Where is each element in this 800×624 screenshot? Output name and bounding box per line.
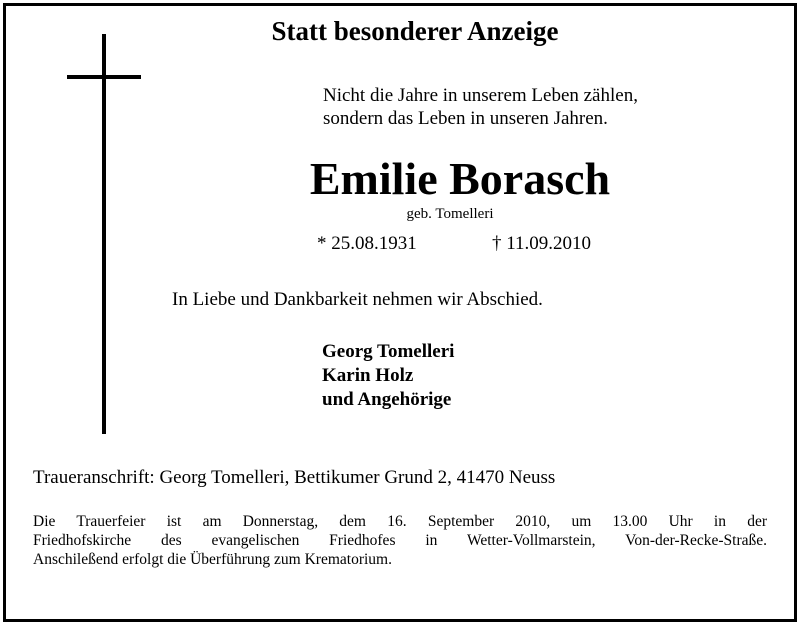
mourner: und Angehörige [322, 389, 452, 410]
ceremony-line: Anschileßend erfolgt die Überführung zum Krematorium. [33, 551, 392, 568]
born-name: geb. Tomelleri [406, 206, 494, 222]
mourner: Karin Holz [322, 365, 414, 386]
headline: Statt besonderer Anzeige [271, 16, 559, 46]
ceremony-line: Die Trauerfeier ist am Donnerstag, dem 16. September 2010, um 13.00 Uhr in der [33, 513, 767, 530]
quote-line: Nicht die Jahre in unserem Leben zählen, [323, 85, 638, 106]
cross-icon [102, 34, 106, 434]
mourner: Georg Tomelleri [322, 341, 455, 362]
farewell-text: In Liebe und Dankbarkeit nehmen wir Abschied. [172, 289, 543, 310]
death-date: † 11.09.2010 [492, 233, 592, 254]
ceremony-line: Friedhofskirche des evangelischen Friedhofes in Wetter-Vollmarstein, Von-der-Recke-Straße. [33, 532, 767, 549]
quote-line: sondern das Leben in unseren Jahren. [323, 108, 608, 129]
ceremony-info [33, 512, 767, 569]
birth-date: * 25.08.1931 [317, 233, 417, 254]
mourners-list [322, 340, 454, 412]
quote [323, 84, 638, 130]
deceased-name: Emilie Borasch [309, 153, 611, 204]
mourning-address: Traueranschrift: Georg Tomelleri, Bettikumer Grund 2, 41470 Neuss [33, 467, 556, 488]
cross-icon-bar [67, 75, 141, 79]
